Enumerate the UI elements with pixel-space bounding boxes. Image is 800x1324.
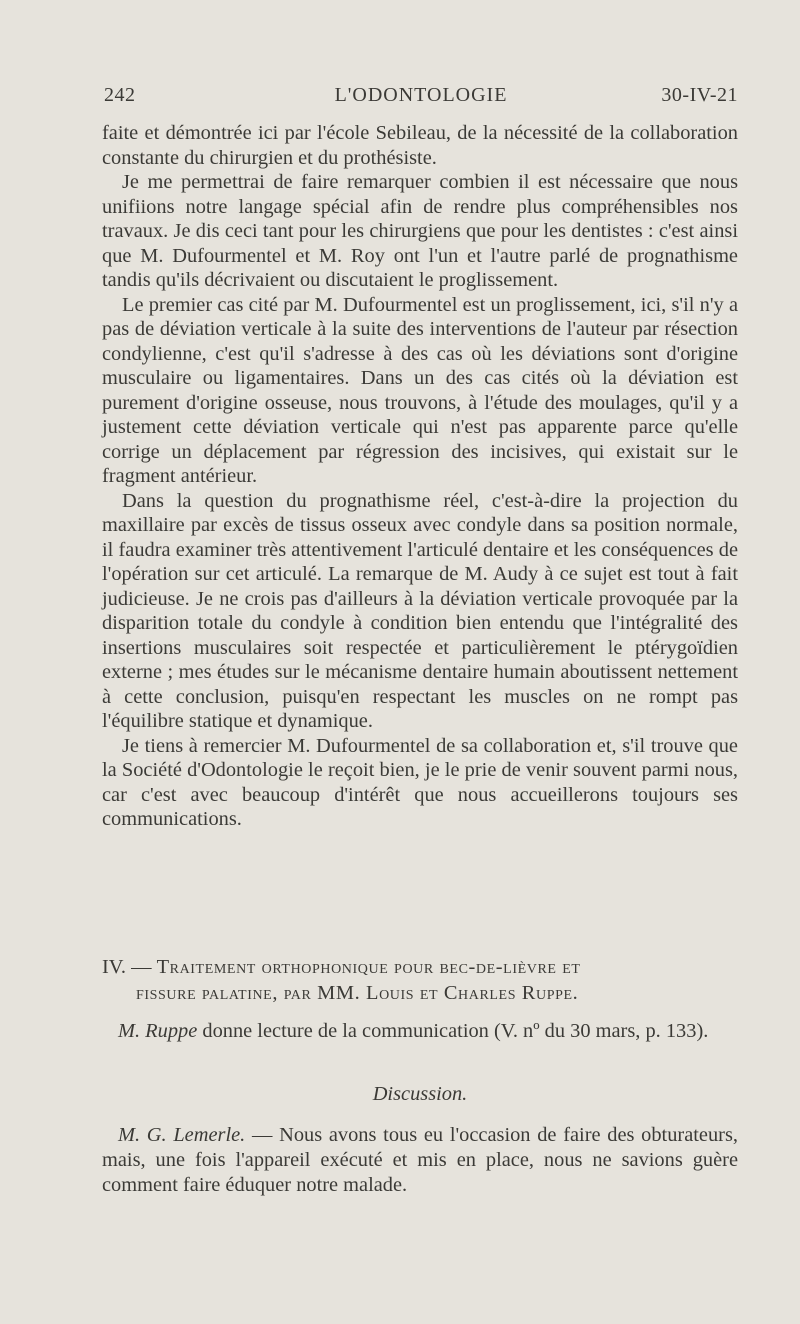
section-title-line-1: Traitement orthophonique pour bec-de-lièvre et xyxy=(156,956,581,978)
speaker-name: M. Ruppe xyxy=(118,1020,198,1042)
journal-title: L'ODONTOLOGIE xyxy=(334,84,508,106)
issue-date: 30-IV-21 xyxy=(661,84,738,106)
section-number: IV. xyxy=(102,956,126,978)
section-dash: — xyxy=(131,956,152,978)
section-title-line-2: fissure palatine, par MM. Louis et Charles Ruppe. xyxy=(136,982,579,1004)
running-header xyxy=(104,84,738,112)
paragraph: Dans la question du prognathisme réel, c'est-à-dire la projection du maxillaire par excès de tissus osseux avec condyle dans sa position normale, il faudra examiner très attentivement l'articulé dentaire et les conséquences de l'opération sur cet articulé. La remarque de M. Audy à ce sujet est tout à fait judicieuse. Je ne crois pas d'ailleurs à la déviation verticale provoquée par la disparition totale du condyle à condition bien entendu que l'intégralité des insertions musculaires soit respectée et particulièrement le ptérygoïdien externe ; mes études sur le mécanisme dentaire humain aboutissent nettement à cette conclusion, puisqu'en respectant les muscles on ne rompt pas l'équilibre statique et dynamique. xyxy=(102,489,738,732)
speaker-name: M. G. Lemerle. xyxy=(118,1124,246,1146)
page-number: 242 xyxy=(104,84,136,106)
section-heading xyxy=(102,954,738,1006)
body-text xyxy=(102,121,738,832)
ruppe-paragraph xyxy=(102,1019,738,1044)
lemerle-text: — Nous avons tous eu l'occasion de faire des obturateurs, mais, une fois l'appareil exécuté et mis en place, nous ne savions guère comment faire éduquer notre malade. xyxy=(102,1124,738,1196)
ruppe-text: donne lecture de la communication (V. nº du 30 mars, p. 133). xyxy=(197,1020,709,1042)
paragraph: faite et démontrée ici par l'école Sebileau, de la nécessité de la collaboration constante du chirurgien et du prothésiste. xyxy=(102,122,738,169)
lemerle-paragraph xyxy=(102,1123,738,1198)
paragraph: Je me permettrai de faire remarquer combien il est nécessaire que nous unifiions notre langage spécial afin de rendre plus compréhensibles nos travaux. Je dis ceci tant pour les chirurgiens que pour les dentistes : c'est ainsi que M. Dufourmentel et M. Roy ont l'un et l'autre parlé de prognathisme tandis qu'ils décrivaient ou discutaient le proglissement. xyxy=(102,171,738,291)
paragraph: Je tiens à remercier M. Dufourmentel de sa collaboration et, s'il trouve que la Société d'Odontologie le reçoit bien, je le prie de venir souvent parmi nous, car c'est avec beaucoup d'intérêt que nous accueillerons toujours ses communications. xyxy=(102,734,738,830)
discussion-heading: Discussion. xyxy=(372,1083,468,1105)
paragraph: Le premier cas cité par M. Dufourmentel est un proglissement, ici, s'il n'y a pas de déviation verticale à la suite des interventions de l'auteur par résection condylienne, c'est qu'il s'adresse à des cas où les déviations sont d'origine musculaire ou ligamentaires. Dans un des cas cités où la déviation est purement d'origine osseuse, nous trouvons, à l'étude des moulages, qu'il y a justement cette déviation verticale qui n'est pas apparente parce qu'elle corrige un déplacement par régression des incisives, qui existait sur le fragment antérieur. xyxy=(102,293,738,487)
